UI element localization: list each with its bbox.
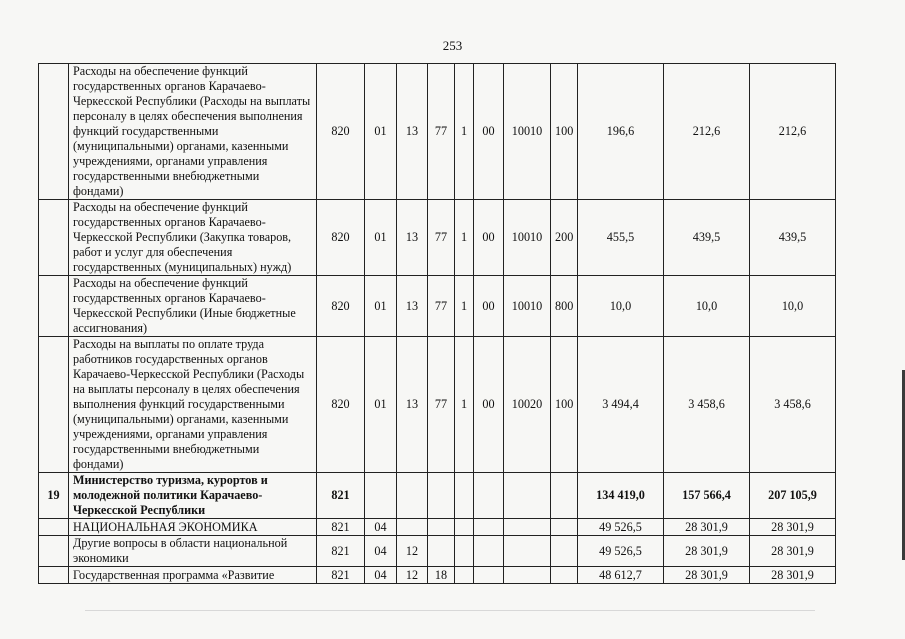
row-number-cell [39, 337, 69, 473]
subprogram-code-cell: 1 [455, 276, 474, 337]
budget-table [38, 63, 836, 584]
table-row [39, 200, 836, 276]
direction-code-cell [504, 567, 551, 584]
subsection-code-cell: 13 [397, 337, 428, 473]
subprogram-code-cell [455, 473, 474, 519]
amount-year-1-cell: 10,0 [578, 276, 664, 337]
direction-code-cell: 10010 [504, 200, 551, 276]
program-code-cell: 77 [428, 64, 455, 200]
amount-year-1-cell: 455,5 [578, 200, 664, 276]
amount-year-3-cell: 439,5 [750, 200, 836, 276]
table-row [39, 567, 836, 584]
subsection-code-cell [397, 473, 428, 519]
direction-code-cell: 10010 [504, 276, 551, 337]
description-cell: Государственная программа «Развитие [69, 567, 317, 584]
page-number: 253 [442, 38, 463, 53]
expense-type-code-cell [551, 567, 578, 584]
section-code-cell: 01 [365, 200, 397, 276]
description-cell: Расходы на выплаты по оплате труда работников государственных органов Карачаево-Черкесской Республики (Расходы на выплаты персоналу в целях обеспечения выполнения функций государственными (муниципальными) органами, казенными учреждениями, органами управления государственными внебюджетными фондами) [69, 337, 317, 473]
subsection-code-cell: 13 [397, 200, 428, 276]
section-code-cell: 04 [365, 519, 397, 536]
grbs-code-cell: 821 [317, 536, 365, 567]
grbs-code-cell: 820 [317, 337, 365, 473]
row-number-cell: 19 [39, 473, 69, 519]
amount-year-1-cell: 3 494,4 [578, 337, 664, 473]
event-code-cell [474, 567, 504, 584]
description-cell: Министерство туризма, курортов и молодежной политики Карачаево-Черкесской Республики [69, 473, 317, 519]
grbs-code-cell: 821 [317, 567, 365, 584]
program-code-cell [428, 473, 455, 519]
table-row [39, 473, 836, 519]
program-code-cell: 77 [428, 337, 455, 473]
amount-year-2-cell: 212,6 [664, 64, 750, 200]
expense-type-code-cell: 100 [551, 337, 578, 473]
event-code-cell [474, 473, 504, 519]
description-cell: НАЦИОНАЛЬНАЯ ЭКОНОМИКА [69, 519, 317, 536]
direction-code-cell [504, 536, 551, 567]
expense-type-code-cell: 800 [551, 276, 578, 337]
row-number-cell [39, 276, 69, 337]
amount-year-1-cell: 49 526,5 [578, 536, 664, 567]
amount-year-2-cell: 28 301,9 [664, 567, 750, 584]
row-number-cell [39, 567, 69, 584]
expense-type-code-cell [551, 536, 578, 567]
row-number-cell [39, 64, 69, 200]
section-code-cell [365, 473, 397, 519]
amount-year-3-cell: 28 301,9 [750, 519, 836, 536]
subprogram-code-cell: 1 [455, 64, 474, 200]
amount-year-2-cell: 28 301,9 [664, 519, 750, 536]
table-row [39, 276, 836, 337]
description-cell: Другие вопросы в области национальной экономики [69, 536, 317, 567]
amount-year-3-cell: 28 301,9 [750, 536, 836, 567]
program-code-cell: 77 [428, 200, 455, 276]
grbs-code-cell: 821 [317, 473, 365, 519]
expense-type-code-cell [551, 519, 578, 536]
grbs-code-cell: 820 [317, 200, 365, 276]
amount-year-3-cell: 212,6 [750, 64, 836, 200]
direction-code-cell: 10010 [504, 64, 551, 200]
direction-code-cell [504, 519, 551, 536]
table-row [39, 64, 836, 200]
expense-type-code-cell [551, 473, 578, 519]
section-code-cell: 01 [365, 337, 397, 473]
description-cell: Расходы на обеспечение функций государственных органов Карачаево-Черкесской Республики (Закупка товаров, работ и услуг для обеспечения государственных (муниципальных) нужд) [69, 200, 317, 276]
event-code-cell: 00 [474, 276, 504, 337]
event-code-cell [474, 519, 504, 536]
section-code-cell: 01 [365, 64, 397, 200]
subprogram-code-cell [455, 567, 474, 584]
amount-year-2-cell: 157 566,4 [664, 473, 750, 519]
event-code-cell: 00 [474, 200, 504, 276]
expense-type-code-cell: 200 [551, 200, 578, 276]
program-code-cell [428, 519, 455, 536]
amount-year-1-cell: 49 526,5 [578, 519, 664, 536]
direction-code-cell [504, 473, 551, 519]
table-body [39, 64, 836, 584]
amount-year-1-cell: 134 419,0 [578, 473, 664, 519]
subsection-code-cell: 13 [397, 276, 428, 337]
description-cell: Расходы на обеспечение функций государственных органов Карачаево-Черкесской Республики (Расходы на выплаты персоналу в целях обеспечения выполнения функций государственными (муниципальными) органами, казенными учреждениями, органами управления государственными внебюджетными фондами) [69, 64, 317, 200]
table-row [39, 337, 836, 473]
amount-year-3-cell: 28 301,9 [750, 567, 836, 584]
table-row [39, 536, 836, 567]
grbs-code-cell: 820 [317, 64, 365, 200]
event-code-cell: 00 [474, 64, 504, 200]
subprogram-code-cell: 1 [455, 337, 474, 473]
program-code-cell: 77 [428, 276, 455, 337]
table-row [39, 519, 836, 536]
amount-year-2-cell: 439,5 [664, 200, 750, 276]
grbs-code-cell: 821 [317, 519, 365, 536]
section-code-cell: 04 [365, 536, 397, 567]
event-code-cell: 00 [474, 337, 504, 473]
amount-year-3-cell: 10,0 [750, 276, 836, 337]
program-code-cell [428, 536, 455, 567]
subsection-code-cell: 12 [397, 567, 428, 584]
amount-year-2-cell: 10,0 [664, 276, 750, 337]
subprogram-code-cell [455, 519, 474, 536]
direction-code-cell: 10020 [504, 337, 551, 473]
section-code-cell: 04 [365, 567, 397, 584]
event-code-cell [474, 536, 504, 567]
section-code-cell: 01 [365, 276, 397, 337]
row-number-cell [39, 536, 69, 567]
expense-type-code-cell: 100 [551, 64, 578, 200]
amount-year-1-cell: 196,6 [578, 64, 664, 200]
row-number-cell [39, 519, 69, 536]
bottom-rule [85, 610, 815, 611]
subsection-code-cell: 12 [397, 536, 428, 567]
description-cell: Расходы на обеспечение функций государственных органов Карачаево-Черкесской Республики (Иные бюджетные ассигнования) [69, 276, 317, 337]
subprogram-code-cell: 1 [455, 200, 474, 276]
program-code-cell: 18 [428, 567, 455, 584]
subprogram-code-cell [455, 536, 474, 567]
row-number-cell [39, 200, 69, 276]
amount-year-2-cell: 3 458,6 [664, 337, 750, 473]
amount-year-3-cell: 207 105,9 [750, 473, 836, 519]
amount-year-1-cell: 48 612,7 [578, 567, 664, 584]
subsection-code-cell [397, 519, 428, 536]
amount-year-3-cell: 3 458,6 [750, 337, 836, 473]
subsection-code-cell: 13 [397, 64, 428, 200]
amount-year-2-cell: 28 301,9 [664, 536, 750, 567]
grbs-code-cell: 820 [317, 276, 365, 337]
